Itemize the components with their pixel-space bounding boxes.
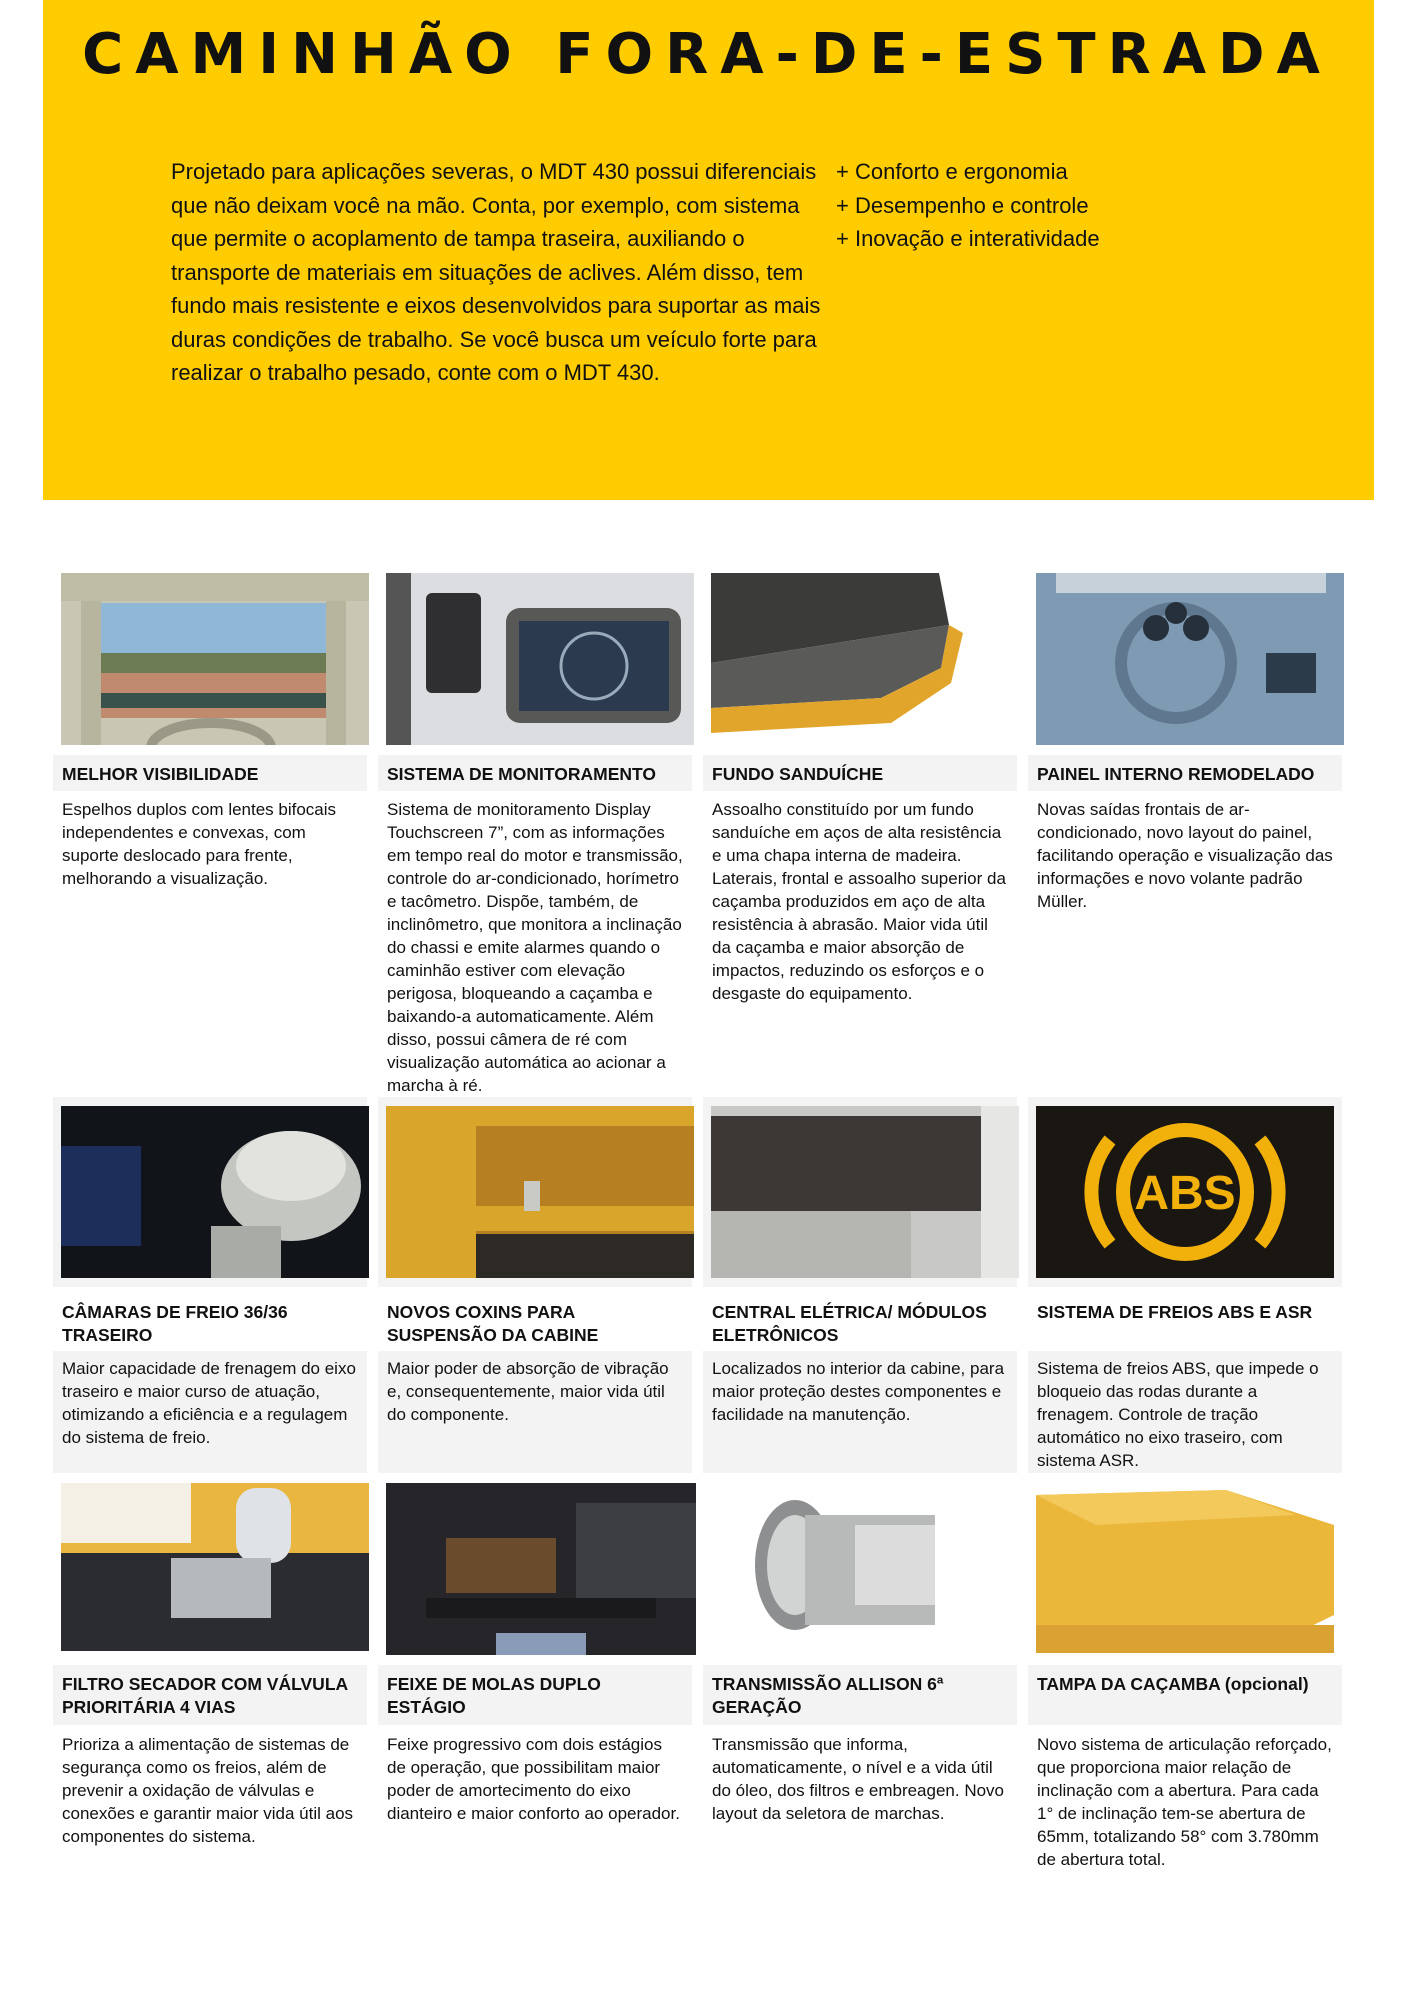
- feature-description: Localizados no interior da cabine, para maior proteção destes componentes e facilidade na manutenção.: [703, 1351, 1017, 1473]
- feature-description: Transmissão que informa, automaticamente, o nível e a vida útil do óleo, dos filtros e embreagen. Novo layout da seletora de marchas.: [712, 1735, 1005, 1823]
- feature-description: Novo sistema de articulação reforçado, que proporciona maior relação de inclinação com a abertura. Para cada 1° de inclinação tem-se abertura de 65mm, totalizando 58° com 3.780mm de abertura total.: [1037, 1735, 1332, 1869]
- abs-warning-icon: [1036, 1106, 1334, 1278]
- feature-title: FEIXE DE MOLAS DUPLO ESTÁGIO: [378, 1665, 692, 1725]
- feature-title: CÂMARAS DE FREIO 36/36 TRASEIRO: [62, 1302, 288, 1345]
- intro-paragraph: Projetado para aplicações severas, o MDT 430 possui diferenciais que não deixam você na mão. Conta, por exemplo, com sistema que permite o acoplamento de tampa traseira, auxiliando o transporte de materiais em situações de aclives. Além disso, tem fundo mais resistente e eixos desenvolvidos para suportar as mais duras condições de trabalho. Se você busca um veículo forte para realizar o trabalho pesado, conte com o MDT 430.: [171, 159, 821, 385]
- feature-title: MELHOR VISIBILIDADE: [53, 755, 367, 791]
- cab-windshield-view-photo: [61, 573, 369, 745]
- sandwich-floor-render: [711, 573, 1019, 745]
- air-dryer-valve-photo: [61, 1483, 369, 1651]
- dump-body-tailgate-photo: [1036, 1485, 1334, 1653]
- feature-description: Assoalho constituído por um fundo sanduíche em aços de alta resistência e uma chapa interna de madeira. Laterais, frontal e assoalho superior da caçamba produzidos em aço de alta resistência à abrasão. Maior vida útil da caçamba e maior absorção de impactos, reduzindo os esforços e o desgaste do equipamento.: [712, 800, 1006, 1003]
- highlights-list: [836, 155, 1100, 256]
- highlight-item: + Desempenho e controle: [836, 192, 1089, 218]
- feature-title: SISTEMA DE MONITORAMENTO: [378, 755, 692, 791]
- leaf-spring-photo: [386, 1483, 696, 1655]
- feature-description: Espelhos duplos com lentes bifocais independentes e convexas, com suporte deslocado para frente, melhorando a visualização.: [62, 800, 337, 888]
- feature-description: Maior poder de absorção de vibração e, consequentemente, maior vida útil do componente.: [378, 1351, 692, 1473]
- feature-title: FUNDO SANDUÍCHE: [703, 755, 1017, 791]
- cab-mount-photo: [386, 1106, 694, 1278]
- dashboard-steering-wheel-photo: [1036, 573, 1344, 745]
- feature-title: NOVOS COXINS PARA SUSPENSÃO DA CABINE: [387, 1302, 599, 1345]
- feature-description: Sistema de freios ABS, que impede o bloqueio das rodas durante a frenagem. Controle de tração automático no eixo traseiro, com sistema ASR.: [1028, 1351, 1342, 1473]
- feature-title: SISTEMA DE FREIOS ABS E ASR: [1037, 1302, 1313, 1322]
- feature-description: Maior capacidade de frenagem do eixo traseiro e maior curso de atuação, otimizando a eficiência e a regulagem do sistema de freio.: [53, 1351, 367, 1473]
- feature-title: TAMPA DA CAÇAMBA (opcional): [1028, 1665, 1342, 1725]
- feature-description: Sistema de monitoramento Display Touchscreen 7”, com as informações em tempo real do motor e transmissão, controle do ar-condicionado, horímetro e tacômetro. Dispõe, também, de inclinômetro, que monitora a inclinação do chassi e emite alarmes quando o caminhão estiver com elevação perigosa, bloqueando a caçamba e baixando-a automaticamente. Além disso, possui câmera de ré com visualização automática ao acionar a marcha à ré.: [387, 800, 683, 1095]
- abs-label: ABS: [1134, 1167, 1236, 1220]
- electrical-central-photo: [711, 1106, 1019, 1278]
- highlight-item: + Inovação e interatividade: [836, 226, 1100, 251]
- feature-title: CENTRAL ELÉTRICA/ MÓDULOS ELETRÔNICOS: [712, 1302, 987, 1345]
- page-title: CAMINHÃO FORA-DE-ESTRADA: [82, 22, 1332, 87]
- brake-chamber-photo: [61, 1106, 369, 1278]
- touchscreen-display-photo: [386, 573, 694, 745]
- feature-description: Novas saídas frontais de ar-condicionado, novo layout do painel, facilitando operação e visualização das informações e novo volante padrão Müller.: [1037, 800, 1333, 911]
- feature-title: FILTRO SECADOR COM VÁLVULA PRIORITÁRIA 4 VIAS: [53, 1665, 367, 1725]
- feature-description: Feixe progressivo com dois estágios de operação, que possibilitam maior poder de amortecimento do eixo dianteiro e maior conforto ao operador.: [387, 1735, 680, 1823]
- feature-title: PAINEL INTERNO REMODELADO: [1028, 755, 1342, 791]
- feature-description: Prioriza a alimentação de sistemas de segurança como os freios, além de prevenir a oxidação de válvulas e conexões e garantir maior vida útil aos componentes do sistema.: [62, 1735, 354, 1846]
- allison-transmission-photo: [745, 1485, 975, 1645]
- highlight-item: + Conforto e ergonomia: [836, 159, 1068, 184]
- feature-title: TRANSMISSÃO ALLISON 6ª GERAÇÃO: [703, 1665, 1017, 1725]
